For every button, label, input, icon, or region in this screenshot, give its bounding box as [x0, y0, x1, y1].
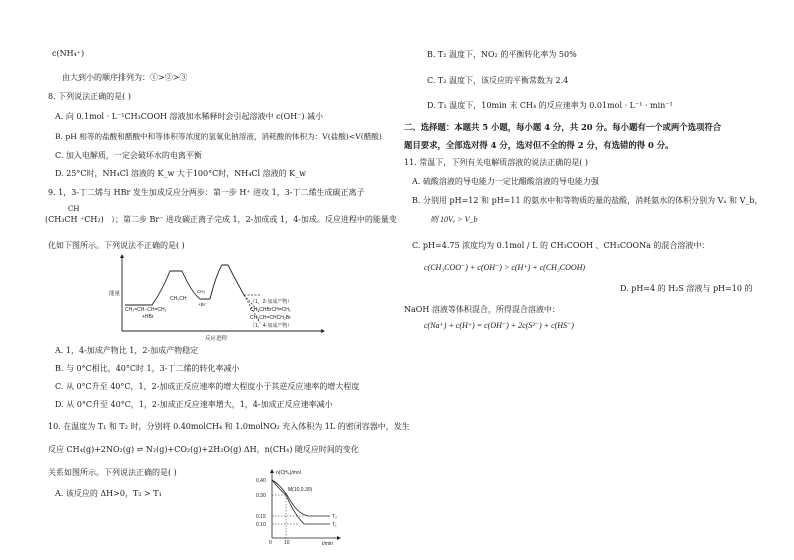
q10-stem-line1: 10. 在温度为 T₁ 和 T₂ 时，分别将 0.40molCH₄ 和 1.0molNO₂ 充入体积为 1L 的密闭容器中，发生	[48, 422, 410, 431]
reactant-label: CH₂=CH−CH=CH₂	[125, 307, 167, 313]
q11-option-b-line1[interactable]: B. 分别用 pH=12 和 pH=11 的氨水中和等物质的量的盐酸，消耗氨水的体积分别为 Vₐ 和 V_b，	[412, 196, 763, 205]
intermediate-ch2: CH₂	[197, 289, 206, 294]
product-12: CH₃CHBrCH=CH₂	[250, 307, 291, 313]
ch4-x-tick: 10	[284, 540, 290, 546]
q9-option-c[interactable]: C. 从 0°C升至 40°C，1，2-加成正反应速率的增大程度小于其逆反应速率的增大程度	[55, 382, 360, 391]
product-14: CH₃CH=CHCH₂Br	[250, 315, 291, 321]
q8-option-b[interactable]: B. pH 相等的盐酸和醋酸中和等体积等浓度的氢氧化钠溶液，消耗酸的体积为：V(盐酸)<V(醋酸)	[55, 132, 382, 141]
product-14-label: （1，4-加成产物）	[250, 323, 293, 329]
q9-stem-line2: ）；第二步 Br⁻ 进攻碳正离子完成 1，2-加成或 1，4-加成。反应进程中的能量变	[111, 215, 397, 224]
q8-stem: 8. 下列说法正确的是( )	[48, 92, 131, 101]
ch4-x-axis-label: t/min	[322, 541, 333, 546]
series-label-t1: T₁	[332, 522, 337, 528]
q8-option-d[interactable]: D. 25°C时，NH₄Cl 溶液的 K_w 大于100°C时，NH₄Cl 溶液的 K_w	[55, 169, 306, 178]
section2-heading-line2: 题目要求，全部选对得 4 分，选对但不全的得 2 分，有选错的得 0 分。	[404, 140, 674, 150]
q10-option-c[interactable]: C. T₂ 温度下，该反应的平衡常数为 2.4	[427, 76, 569, 85]
q10-stem-line2: 反应 CH₄(g)+2NO₂(g) ⇌ N₂(g)+CO₂(g)+2H₂O(g) ΔH，n(CH₄) 随反应时间的变化	[48, 445, 359, 454]
q11-option-c-line2: c(CH₃COO⁻) + c(OH⁻) > c(H⁺) + c(CH₃COOH)	[424, 263, 586, 272]
q9-structure-ch: CH	[68, 205, 80, 213]
energy-axis-label: 能量	[109, 291, 121, 297]
q9-stem-line1: 9. 1，3-丁二烯与 HBr 发生加成反应分两步：第一步 H⁺ 进攻 1，3-丁二烯生成碳正离子	[48, 188, 365, 197]
intermediate-label: CH₃CH	[170, 296, 187, 302]
ch4-y-tick: 0.10	[256, 522, 266, 528]
intermediate-br: +Br⁻	[198, 302, 208, 307]
nh4-conc-fragment: c(NH₄⁺)	[52, 49, 85, 58]
ch4-y-tick: 0.15	[256, 514, 266, 520]
ch4-y-tick: 0.30	[256, 493, 266, 499]
q9-structure: (CH₃CH ⁺CH₂)	[45, 215, 104, 224]
q8-option-a[interactable]: A. 向 0.1mol · L⁻¹CH₃COOH 溶液加水稀释时会引起溶液中 c(OH⁻) 减小	[55, 112, 324, 121]
product-12-label: （1，2-加成产物）	[250, 299, 293, 305]
q10-option-a[interactable]: A. 该反应的 ΔH>0，T₂ > T₁	[55, 489, 162, 498]
q10-stem-line3: 关系如图所示。下列说法正确的是( )	[48, 468, 177, 477]
energy-diagram	[100, 253, 340, 345]
q9-stem-line3: 化如下图所示。下列说法不正确的是( )	[48, 241, 185, 250]
q11-option-d-line1[interactable]: D. pH=4 的 H₂S 溶液与 pH=10 的	[620, 284, 753, 293]
q11-option-a[interactable]: A. 硫酸溶液的导电能力一定比醋酸溶液的导电能力强	[412, 177, 599, 186]
ch4-y-tick: 0.40	[256, 478, 266, 484]
q11-stem: 11. 常温下，下列有关电解质溶液的说法正确的是( )	[404, 158, 589, 167]
q11-option-c-line1[interactable]: C. pH=4.75 浓度均为 0.1mol / L 的 CH₃COOH 、CH₃COONa 的混合溶液中：	[412, 241, 710, 250]
q9-option-b[interactable]: B. 与 0°C相比，40°C时 1，3-丁二烯的转化率减小	[55, 364, 240, 373]
q10-option-d[interactable]: D. T₁ 温度下，10min 末 CH₄ 的反应速率为 0.01mol · L⁻¹ · min⁻¹	[427, 101, 673, 110]
q11-option-b-line2: 则 10Vₐ > V_b	[430, 215, 478, 224]
ch4-y-axis-label: n(CH₄)/mol	[276, 470, 301, 476]
section2-heading-line1: 二、选择题：本题共 5 小题，每小题 4 分，共 20 分。每小题有一个或两个选项符合	[404, 122, 722, 132]
q9-option-a[interactable]: A. 1，4-加成产物比 1，2-加成产物稳定	[55, 346, 199, 355]
point-m-label: M(10,0.30)	[288, 487, 313, 493]
ch4-x-tick: 0	[269, 540, 272, 546]
progress-axis-label: 反应进程	[205, 336, 228, 342]
q11-option-d-line2: NaOH 溶液等体积混合，所得混合溶液中：	[404, 305, 560, 314]
curve-t2	[272, 480, 330, 516]
q10-option-b[interactable]: B. T₂ 温度下，NO₂ 的平衡转化率为 50%	[427, 50, 577, 59]
ch4-time-chart	[246, 466, 346, 546]
q8-option-c[interactable]: C. 加入电解质，一定会破坏水的电离平衡	[55, 151, 202, 160]
q11-option-d-line3: c(Na⁺) + c(H⁺) = c(OH⁻) + 2c(S²⁻) + c(HS⁻)	[424, 321, 574, 330]
series-label-t2: T₂	[332, 514, 337, 520]
order-statement: 由大到小的顺序排列为：①>②>③	[62, 73, 188, 82]
q9-option-d[interactable]: D. 从 0°C升至 40°C，1，2-加成正反应速率增大，1，4-加成正反应速率减小	[55, 400, 333, 409]
reactant-hbr: +HBr	[142, 314, 154, 320]
